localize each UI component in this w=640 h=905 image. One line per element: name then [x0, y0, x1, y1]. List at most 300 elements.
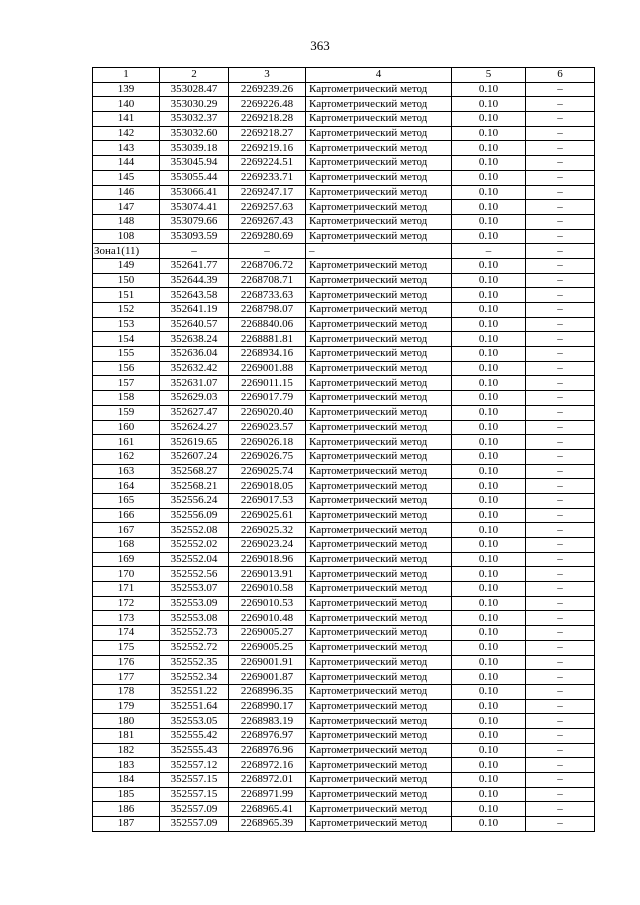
accuracy-cell: 0.10: [452, 288, 526, 303]
x-coordinate-cell: 352644.39: [160, 273, 229, 288]
accuracy-cell: 0.10: [452, 200, 526, 215]
x-coordinate-cell: 352607.24: [160, 449, 229, 464]
note-cell: –: [526, 493, 595, 508]
y-coordinate-cell: 2269005.27: [229, 626, 306, 641]
note-cell: –: [526, 126, 595, 141]
x-coordinate-cell: 352640.57: [160, 317, 229, 332]
point-number-cell: 174: [93, 626, 160, 641]
table-row: [93, 420, 595, 435]
x-coordinate-cell: 352643.58: [160, 288, 229, 303]
method-cell: Картометрический метод: [306, 288, 452, 303]
accuracy-cell: 0.10: [452, 538, 526, 553]
accuracy-cell: 0.10: [452, 479, 526, 494]
point-number-cell: 152: [93, 303, 160, 318]
table-row: [93, 391, 595, 406]
point-number-cell: 161: [93, 435, 160, 450]
y-coordinate-cell: 2268798.07: [229, 303, 306, 318]
table-row: [93, 435, 595, 450]
y-coordinate-cell: 2268965.41: [229, 802, 306, 817]
y-coordinate-cell: 2269001.87: [229, 670, 306, 685]
x-coordinate-cell: 352568.27: [160, 464, 229, 479]
y-coordinate-cell: 2268708.71: [229, 273, 306, 288]
accuracy-cell: 0.10: [452, 655, 526, 670]
x-coordinate-cell: 352552.04: [160, 552, 229, 567]
table-row: [93, 82, 595, 97]
accuracy-cell: 0.10: [452, 773, 526, 788]
point-number-cell: 182: [93, 743, 160, 758]
note-cell: –: [526, 699, 595, 714]
method-cell: Картометрический метод: [306, 317, 452, 332]
x-coordinate-cell: 352551.22: [160, 684, 229, 699]
method-cell: Картометрический метод: [306, 758, 452, 773]
x-coordinate-cell: 352619.65: [160, 435, 229, 450]
x-coordinate-cell: 352629.03: [160, 391, 229, 406]
table-row: [93, 493, 595, 508]
table-row: [93, 787, 595, 802]
table-header: [93, 68, 595, 83]
method-cell: Картометрический метод: [306, 156, 452, 171]
y-coordinate-cell: 2269218.27: [229, 126, 306, 141]
method-cell: Картометрический метод: [306, 508, 452, 523]
method-cell: Картометрический метод: [306, 567, 452, 582]
note-cell: –: [526, 303, 595, 318]
column-header-5: 5: [452, 68, 526, 83]
x-coordinate-cell: 352557.15: [160, 787, 229, 802]
x-coordinate-cell: 352553.09: [160, 596, 229, 611]
method-cell: Картометрический метод: [306, 655, 452, 670]
method-cell: Картометрический метод: [306, 596, 452, 611]
point-number-cell: 145: [93, 170, 160, 185]
accuracy-cell: 0.10: [452, 684, 526, 699]
x-coordinate-cell: 352631.07: [160, 376, 229, 391]
note-cell: –: [526, 670, 595, 685]
table-row: [93, 611, 595, 626]
x-coordinate-cell: 353079.66: [160, 214, 229, 229]
method-cell: Картометрический метод: [306, 817, 452, 832]
accuracy-cell: 0.10: [452, 332, 526, 347]
table-row: [93, 684, 595, 699]
x-coordinate-cell: 353032.60: [160, 126, 229, 141]
point-number-cell: 165: [93, 493, 160, 508]
point-number-cell: 159: [93, 405, 160, 420]
table-row: [93, 508, 595, 523]
accuracy-cell: 0.10: [452, 229, 526, 244]
note-cell: –: [526, 714, 595, 729]
note-cell: –: [526, 170, 595, 185]
y-coordinate-cell: 2268972.16: [229, 758, 306, 773]
x-coordinate-cell: 352632.42: [160, 361, 229, 376]
point-number-cell: 108: [93, 229, 160, 244]
x-coordinate-cell: 352557.09: [160, 817, 229, 832]
x-coordinate-cell: 352556.24: [160, 493, 229, 508]
y-coordinate-cell: 2268996.35: [229, 684, 306, 699]
note-cell: –: [526, 317, 595, 332]
method-cell: Картометрический метод: [306, 699, 452, 714]
x-coordinate-cell: 352552.08: [160, 523, 229, 538]
point-number-cell: 150: [93, 273, 160, 288]
method-cell: Картометрический метод: [306, 229, 452, 244]
table-row: [93, 258, 595, 273]
x-coordinate-cell: 353093.59: [160, 229, 229, 244]
point-number-cell: 178: [93, 684, 160, 699]
x-coordinate-cell: 353074.41: [160, 200, 229, 215]
point-number-cell: 180: [93, 714, 160, 729]
note-cell: –: [526, 391, 595, 406]
accuracy-cell: 0.10: [452, 493, 526, 508]
y-coordinate-cell: 2268972.01: [229, 773, 306, 788]
y-coordinate-cell: 2269026.75: [229, 449, 306, 464]
method-cell: Картометрический метод: [306, 82, 452, 97]
accuracy-cell: 0.10: [452, 82, 526, 97]
method-cell: Картометрический метод: [306, 405, 452, 420]
point-number-cell: 173: [93, 611, 160, 626]
y-coordinate-cell: 2269010.48: [229, 611, 306, 626]
accuracy-cell: 0.10: [452, 714, 526, 729]
table-row: [93, 464, 595, 479]
table-row: [93, 170, 595, 185]
point-number-cell: 146: [93, 185, 160, 200]
method-cell: Картометрический метод: [306, 611, 452, 626]
method-cell: Картометрический метод: [306, 214, 452, 229]
table-row: [93, 479, 595, 494]
table-row: [93, 405, 595, 420]
point-number-cell: 184: [93, 773, 160, 788]
accuracy-cell: 0.10: [452, 185, 526, 200]
x-coordinate-cell: –: [160, 244, 229, 259]
method-cell: Картометрический метод: [306, 684, 452, 699]
column-header-6: 6: [526, 68, 595, 83]
y-coordinate-cell: 2269280.69: [229, 229, 306, 244]
point-number-cell: 154: [93, 332, 160, 347]
table-row: [93, 449, 595, 464]
accuracy-cell: 0.10: [452, 258, 526, 273]
table-row: [93, 655, 595, 670]
y-coordinate-cell: 2269239.26: [229, 82, 306, 97]
method-cell: –: [306, 244, 452, 259]
method-cell: Картометрический метод: [306, 258, 452, 273]
point-number-cell: 142: [93, 126, 160, 141]
x-coordinate-cell: 353045.94: [160, 156, 229, 171]
accuracy-cell: 0.10: [452, 464, 526, 479]
accuracy-cell: 0.10: [452, 112, 526, 127]
table-row: [93, 538, 595, 553]
note-cell: –: [526, 655, 595, 670]
table-row: [93, 773, 595, 788]
point-number-cell: 144: [93, 156, 160, 171]
y-coordinate-cell: 2268965.39: [229, 817, 306, 832]
accuracy-cell: 0.10: [452, 376, 526, 391]
method-cell: Картометрический метод: [306, 303, 452, 318]
point-number-cell: 171: [93, 582, 160, 597]
table-row: [93, 640, 595, 655]
accuracy-cell: 0.10: [452, 435, 526, 450]
y-coordinate-cell: 2268976.96: [229, 743, 306, 758]
method-cell: Картометрический метод: [306, 582, 452, 597]
accuracy-cell: 0.10: [452, 699, 526, 714]
accuracy-cell: 0.10: [452, 449, 526, 464]
y-coordinate-cell: 2268840.06: [229, 317, 306, 332]
point-number-cell: 185: [93, 787, 160, 802]
y-coordinate-cell: 2269247.17: [229, 185, 306, 200]
note-cell: –: [526, 112, 595, 127]
table-body: [93, 82, 595, 831]
note-cell: –: [526, 200, 595, 215]
table-row: [93, 244, 595, 259]
point-number-cell: 166: [93, 508, 160, 523]
note-cell: –: [526, 684, 595, 699]
x-coordinate-cell: 352553.07: [160, 582, 229, 597]
x-coordinate-cell: 352555.42: [160, 728, 229, 743]
point-number-cell: 163: [93, 464, 160, 479]
method-cell: Картометрический метод: [306, 773, 452, 788]
accuracy-cell: 0.10: [452, 214, 526, 229]
column-header-3: 3: [229, 68, 306, 83]
note-cell: –: [526, 449, 595, 464]
x-coordinate-cell: 352557.09: [160, 802, 229, 817]
x-coordinate-cell: 352552.35: [160, 655, 229, 670]
method-cell: Картометрический метод: [306, 170, 452, 185]
y-coordinate-cell: 2269226.48: [229, 97, 306, 112]
x-coordinate-cell: 352553.08: [160, 611, 229, 626]
y-coordinate-cell: 2268706.72: [229, 258, 306, 273]
note-cell: –: [526, 802, 595, 817]
x-coordinate-cell: 353055.44: [160, 170, 229, 185]
method-cell: Картометрический метод: [306, 626, 452, 641]
method-cell: Картометрический метод: [306, 361, 452, 376]
y-coordinate-cell: 2269010.58: [229, 582, 306, 597]
x-coordinate-cell: 352641.19: [160, 303, 229, 318]
point-number-cell: 186: [93, 802, 160, 817]
table-row: [93, 714, 595, 729]
point-number-cell: 140: [93, 97, 160, 112]
y-coordinate-cell: 2268983.19: [229, 714, 306, 729]
point-number-cell: 156: [93, 361, 160, 376]
table-row: [93, 728, 595, 743]
point-number-cell: 176: [93, 655, 160, 670]
y-coordinate-cell: 2269018.05: [229, 479, 306, 494]
accuracy-cell: 0.10: [452, 303, 526, 318]
note-cell: –: [526, 611, 595, 626]
table-row: [93, 523, 595, 538]
note-cell: –: [526, 141, 595, 156]
accuracy-cell: 0.10: [452, 391, 526, 406]
y-coordinate-cell: 2268934.16: [229, 347, 306, 362]
accuracy-cell: 0.10: [452, 743, 526, 758]
method-cell: Картометрический метод: [306, 332, 452, 347]
method-cell: Картометрический метод: [306, 141, 452, 156]
table-row: [93, 347, 595, 362]
y-coordinate-cell: –: [229, 244, 306, 259]
point-number-cell: 155: [93, 347, 160, 362]
point-number-cell: 139: [93, 82, 160, 97]
note-cell: –: [526, 582, 595, 597]
method-cell: Картометрический метод: [306, 391, 452, 406]
y-coordinate-cell: 2268976.97: [229, 728, 306, 743]
method-cell: Картометрический метод: [306, 493, 452, 508]
point-number-cell: 175: [93, 640, 160, 655]
accuracy-cell: 0.10: [452, 552, 526, 567]
table-row: [93, 743, 595, 758]
y-coordinate-cell: 2268881.81: [229, 332, 306, 347]
method-cell: Картометрический метод: [306, 728, 452, 743]
accuracy-cell: 0.10: [452, 670, 526, 685]
method-cell: Картометрический метод: [306, 273, 452, 288]
x-coordinate-cell: 352636.04: [160, 347, 229, 362]
point-number-cell: 160: [93, 420, 160, 435]
y-coordinate-cell: 2268733.63: [229, 288, 306, 303]
y-coordinate-cell: 2269005.25: [229, 640, 306, 655]
table-row: [93, 126, 595, 141]
y-coordinate-cell: 2269017.79: [229, 391, 306, 406]
accuracy-cell: 0.10: [452, 787, 526, 802]
point-number-cell: 158: [93, 391, 160, 406]
method-cell: Картометрический метод: [306, 464, 452, 479]
y-coordinate-cell: 2269023.24: [229, 538, 306, 553]
x-coordinate-cell: 352627.47: [160, 405, 229, 420]
note-cell: –: [526, 787, 595, 802]
method-cell: Картометрический метод: [306, 714, 452, 729]
point-number-cell: 167: [93, 523, 160, 538]
x-coordinate-cell: 352557.12: [160, 758, 229, 773]
note-cell: –: [526, 214, 595, 229]
y-coordinate-cell: 2269233.71: [229, 170, 306, 185]
y-coordinate-cell: 2269267.43: [229, 214, 306, 229]
x-coordinate-cell: 352556.09: [160, 508, 229, 523]
y-coordinate-cell: 2269219.16: [229, 141, 306, 156]
point-number-cell: 153: [93, 317, 160, 332]
y-coordinate-cell: 2269218.28: [229, 112, 306, 127]
accuracy-cell: 0.10: [452, 156, 526, 171]
y-coordinate-cell: 2269011.15: [229, 376, 306, 391]
y-coordinate-cell: 2269023.57: [229, 420, 306, 435]
x-coordinate-cell: 352552.02: [160, 538, 229, 553]
note-cell: –: [526, 376, 595, 391]
note-cell: –: [526, 728, 595, 743]
table-row: [93, 141, 595, 156]
accuracy-cell: 0.10: [452, 420, 526, 435]
method-cell: Картометрический метод: [306, 787, 452, 802]
accuracy-cell: 0.10: [452, 97, 526, 112]
method-cell: Картометрический метод: [306, 112, 452, 127]
method-cell: Картометрический метод: [306, 126, 452, 141]
table-row: [93, 303, 595, 318]
table-row: [93, 214, 595, 229]
point-number-cell: 181: [93, 728, 160, 743]
note-cell: –: [526, 185, 595, 200]
table-row: [93, 97, 595, 112]
table-row: [93, 376, 595, 391]
accuracy-cell: 0.10: [452, 817, 526, 832]
method-cell: Картометрический метод: [306, 376, 452, 391]
y-coordinate-cell: 2269018.96: [229, 552, 306, 567]
point-number-cell: 187: [93, 817, 160, 832]
x-coordinate-cell: 353028.47: [160, 82, 229, 97]
table-row: [93, 229, 595, 244]
y-coordinate-cell: 2269025.32: [229, 523, 306, 538]
note-cell: –: [526, 567, 595, 582]
table-row: [93, 361, 595, 376]
note-cell: –: [526, 420, 595, 435]
table-row: [93, 288, 595, 303]
note-cell: –: [526, 288, 595, 303]
note-cell: –: [526, 508, 595, 523]
note-cell: –: [526, 758, 595, 773]
accuracy-cell: 0.10: [452, 728, 526, 743]
accuracy-cell: 0.10: [452, 611, 526, 626]
y-coordinate-cell: 2268971.99: [229, 787, 306, 802]
table-row: [93, 552, 595, 567]
note-cell: –: [526, 773, 595, 788]
accuracy-cell: 0.10: [452, 273, 526, 288]
x-coordinate-cell: 352624.27: [160, 420, 229, 435]
point-number-cell: 147: [93, 200, 160, 215]
method-cell: Картометрический метод: [306, 449, 452, 464]
table-row: [93, 156, 595, 171]
x-coordinate-cell: 352553.05: [160, 714, 229, 729]
note-cell: –: [526, 405, 595, 420]
note-cell: –: [526, 435, 595, 450]
note-cell: –: [526, 464, 595, 479]
method-cell: Картометрический метод: [306, 97, 452, 112]
point-number-cell: 164: [93, 479, 160, 494]
accuracy-cell: 0.10: [452, 582, 526, 597]
note-cell: –: [526, 552, 595, 567]
accuracy-cell: 0.10: [452, 758, 526, 773]
accuracy-cell: 0.10: [452, 347, 526, 362]
note-cell: –: [526, 523, 595, 538]
note-cell: –: [526, 817, 595, 832]
y-coordinate-cell: 2269026.18: [229, 435, 306, 450]
accuracy-cell: 0.10: [452, 596, 526, 611]
method-cell: Картометрический метод: [306, 552, 452, 567]
accuracy-cell: 0.10: [452, 640, 526, 655]
method-cell: Картометрический метод: [306, 185, 452, 200]
x-coordinate-cell: 352552.73: [160, 626, 229, 641]
table-row: [93, 817, 595, 832]
accuracy-cell: 0.10: [452, 317, 526, 332]
y-coordinate-cell: 2269224.51: [229, 156, 306, 171]
note-cell: –: [526, 97, 595, 112]
note-cell: –: [526, 244, 595, 259]
method-cell: Картометрический метод: [306, 435, 452, 450]
x-coordinate-cell: 352568.21: [160, 479, 229, 494]
note-cell: –: [526, 538, 595, 553]
table-row: [93, 699, 595, 714]
column-header-2: 2: [160, 68, 229, 83]
method-cell: Картометрический метод: [306, 479, 452, 494]
note-cell: –: [526, 640, 595, 655]
point-number-cell: 168: [93, 538, 160, 553]
note-cell: –: [526, 479, 595, 494]
method-cell: Картометрический метод: [306, 347, 452, 362]
accuracy-cell: 0.10: [452, 126, 526, 141]
table-row: [93, 332, 595, 347]
page-number: 363: [310, 38, 330, 53]
table-row: [93, 758, 595, 773]
table-row: [93, 596, 595, 611]
method-cell: Картометрический метод: [306, 640, 452, 655]
accuracy-cell: 0.10: [452, 508, 526, 523]
point-number-cell: Зона1(11): [93, 244, 160, 259]
y-coordinate-cell: 2269010.53: [229, 596, 306, 611]
accuracy-cell: 0.10: [452, 802, 526, 817]
x-coordinate-cell: 353066.41: [160, 185, 229, 200]
point-number-cell: 151: [93, 288, 160, 303]
accuracy-cell: 0.10: [452, 361, 526, 376]
method-cell: Картометрический метод: [306, 538, 452, 553]
table-row: [93, 317, 595, 332]
point-number-cell: 177: [93, 670, 160, 685]
